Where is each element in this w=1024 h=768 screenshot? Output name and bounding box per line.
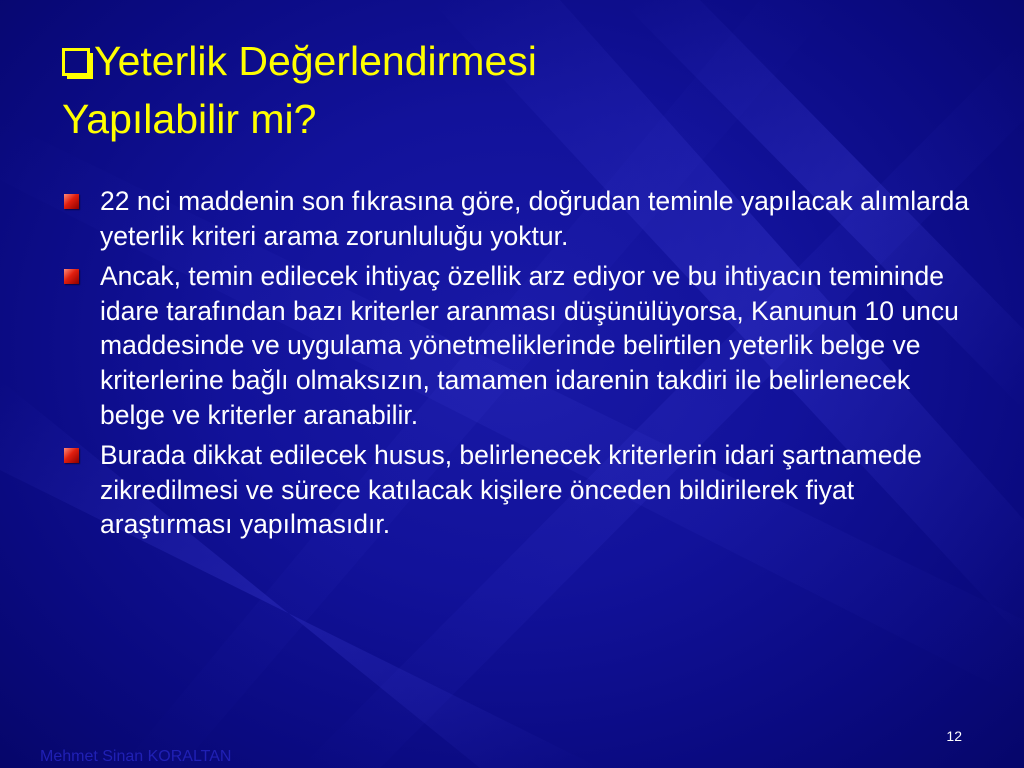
bullet-list	[62, 184, 982, 548]
bullet-text: Burada dikkat edilecek husus, belirlenecek kriterlerin idari şartnamede zikredilmesi ve sürece katılacak kişilere önceden bildirilerek fiyat araştırması yapılmasıdır.	[100, 440, 922, 540]
checkbox-icon	[62, 48, 90, 76]
bullet-text: Ancak, temin edilecek ihtiyaç özellik arz ediyor ve bu ihtiyacın temininde idare tarafından bazı kriterler aranması düşünülüyorsa, Kanunun 10 uncu maddesinde ve uygulama yönetmeliklerinde belirtilen yeterlik belge ve kriterlerine bağlı olmaksızın, tamamen idarenin takdiri ile belirlenecek belge ve kriterler aranabilir.	[100, 261, 959, 430]
bullet-text: 22 nci maddenin son fıkrasına göre, doğrudan teminle yapılacak alımlarda yeterlik kriteri arama zorunluluğu yoktur.	[100, 186, 970, 251]
bullet-item	[62, 184, 982, 253]
square-bullet-icon	[64, 194, 79, 209]
slide-title-line-1: Yeterlik Değerlendirmesi	[94, 38, 537, 84]
square-bullet-icon	[64, 448, 79, 463]
bullet-item	[62, 259, 982, 432]
page-number: 12	[946, 728, 962, 744]
square-bullet-icon	[64, 269, 79, 284]
bullet-item	[62, 438, 982, 542]
slide-title-line-2: Yapılabilir mi?	[62, 96, 317, 142]
footer-author: Mehmet Sinan KORALTAN	[40, 748, 232, 765]
slide-title	[62, 32, 992, 148]
